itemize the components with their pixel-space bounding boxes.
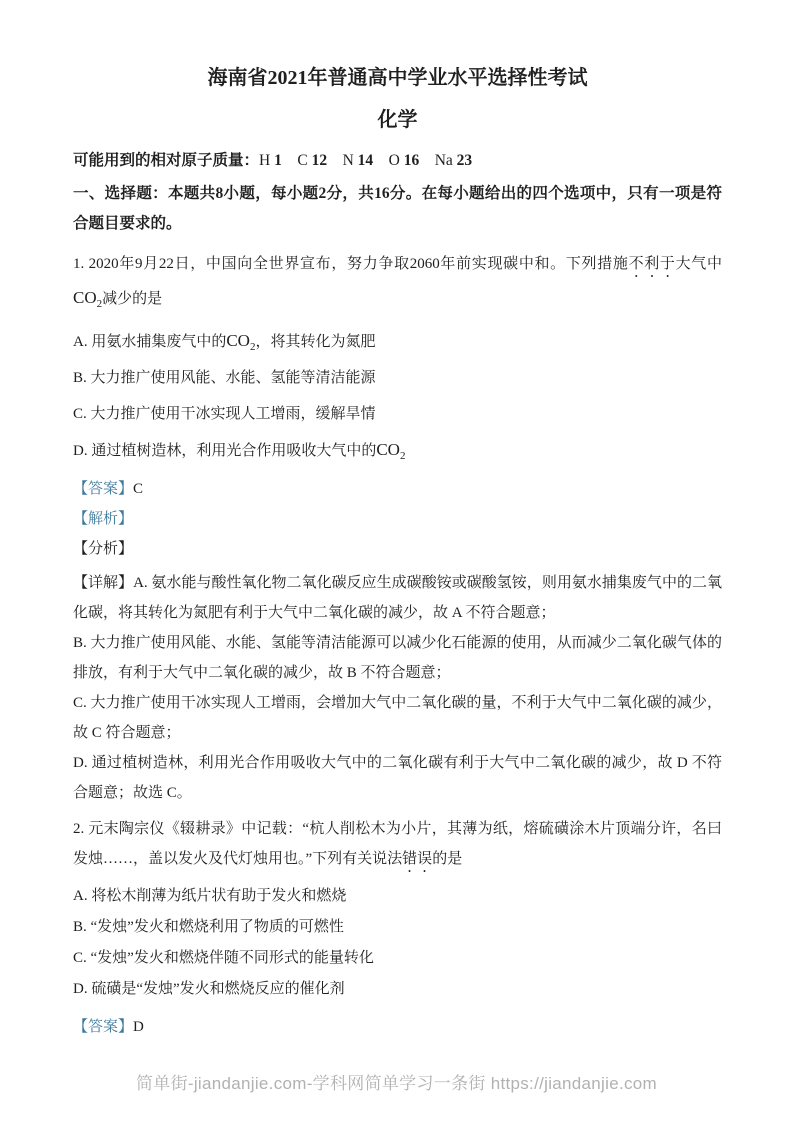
watermark-footer: 简单街-jiandanjie.com-学科网简单学习一条街 https://jiandanjie.com [135, 1074, 658, 1093]
question-1-answer-line: 【答案】C [73, 481, 144, 497]
question-2-answer-line: 【答案】D [73, 1019, 144, 1035]
atomic-mass-line: 可能用到的相对原子质量：H 1 C 12 N 14 O 16 Na 23 [73, 152, 473, 169]
question-2-stem: 2. 元末陶宗仪《辍耕录》中记载：“杭人削松木为小片，其薄为纸，熔硫磺涂木片顶端分许，名曰发烛……，盖以发火及代灯烛用也。”下列有关说法错误的是 [73, 821, 722, 867]
question-1-detail-b: B. 大力推广使用风能、水能、氢能等清洁能源可以减少化石能源的使用，从而减少二氧化碳气体的排放，有利于大气中二氧化碳的减少，故 B 不符合题意； [73, 635, 722, 681]
question-1-detail-a: 【详解】A. 氨水能与酸性氧化物二氧化碳反应生成碳酸铵或碳酸氢铵，则用氨水捕集废气中的二氧化碳，将其转化为氮肥有利于大气中二氧化碳的减少，故 A 不符合题意； [73, 575, 722, 621]
section-1-header: 一、选择题：本题共8小题，每小题2分，共16分。在每小题给出的四个选项中，只有一项是符合题目要求的。 [73, 185, 722, 232]
question-1-option-a: A. 用氨水捕集废气中的$CO_2$，将其转化为氮肥 [73, 331, 376, 353]
question-2-option-c: C. “发烛”发火和燃烧伴随不同形式的能量转化 [73, 950, 374, 966]
question-2-option-a: A. 将松木削薄为纸片状有助于发火和燃烧 [73, 888, 347, 904]
question-1-option-c: C. 大力推广使用干冰实现人工增雨，缓解旱情 [73, 406, 376, 422]
question-1-detail-d: D. 通过植树造林，利用光合作用吸收大气中的二氧化碳有利于大气中二氧化碳的减少，故 D 不符合题意；故选 C。 [73, 755, 722, 801]
exam-title: 海南省2021年普通高中学业水平选择性考试 [207, 67, 588, 89]
question-1-fenxi-label: 【分析】 [73, 541, 134, 557]
question-1-stem: 1. 2020年9月22日，中国向全世界宣布，努力争取2060年前实现碳中和。下列措施不利于大气中$CO_2$减少的是 [73, 256, 722, 310]
exam-subject: 化学 [377, 109, 418, 131]
question-1-jiexi-label: 【解析】 [73, 511, 134, 527]
question-1-option-b: B. 大力推广使用风能、水能、氢能等清洁能源 [73, 370, 376, 386]
question-2-option-b: B. “发烛”发火和燃烧利用了物质的可燃性 [73, 919, 344, 935]
question-2-option-d: D. 硫磺是“发烛”发火和燃烧反应的催化剂 [73, 981, 345, 997]
question-1-option-d: D. 通过植树造林，利用光合作用吸收大气中的$CO_2$ [73, 440, 406, 462]
question-1-detail-c: C. 大力推广使用干冰实现人工增雨，会增加大气中二氧化碳的量，不利于大气中二氧化碳的减少，故 C 符合题意； [73, 695, 722, 741]
